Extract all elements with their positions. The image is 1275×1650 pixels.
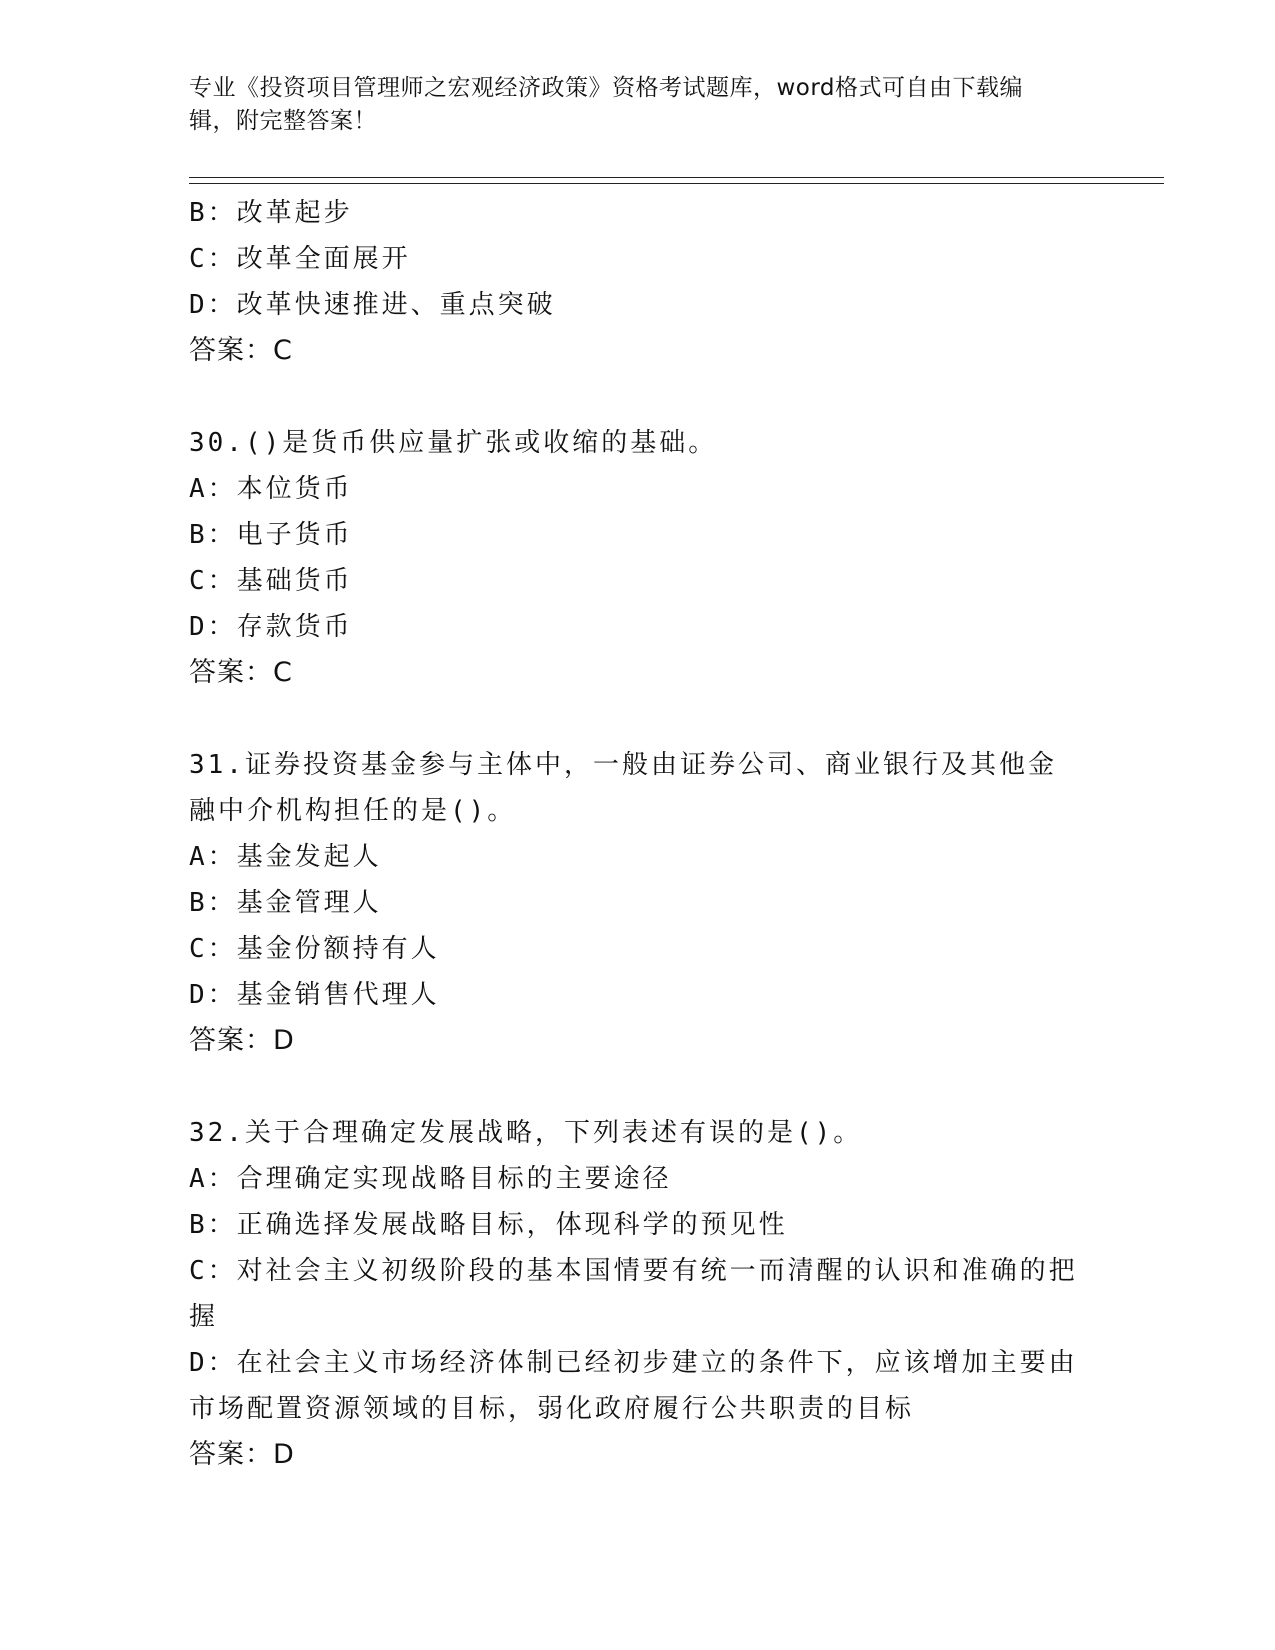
header-rule-bottom	[189, 183, 1164, 184]
question-list	[189, 190, 1089, 1478]
option-a: A：合理确定实现战略目标的主要途径	[189, 1164, 672, 1194]
spacer	[189, 696, 1089, 742]
question-block-31	[189, 742, 1089, 1064]
option-d: D：改革快速推进、重点突破	[189, 290, 556, 320]
spacer	[189, 1064, 1089, 1110]
question-block-32	[189, 1110, 1089, 1478]
option-d: D：基金销售代理人	[189, 980, 440, 1010]
answer-line: 答案：D	[189, 1439, 295, 1470]
option-a: A：本位货币	[189, 474, 353, 504]
question-text: 30.()是货币供应量扩张或收缩的基础。	[189, 428, 718, 458]
option-d: D：在社会主义市场经济体制已经初步建立的条件下，应该增加主要由市场配置资源领域的目标，弱化政府履行公共职责的目标	[189, 1348, 1078, 1424]
answer-line: 答案：D	[189, 1025, 295, 1056]
question-text: 32.关于合理确定发展战略，下列表述有误的是()。	[189, 1118, 863, 1148]
question-block-30	[189, 420, 1089, 696]
question-block-previous	[189, 190, 1089, 374]
option-b: B：正确选择发展战略目标，体现科学的预见性	[189, 1210, 788, 1240]
option-b: B：电子货币	[189, 520, 353, 550]
answer-line: 答案：C	[189, 335, 293, 366]
option-a: A：基金发起人	[189, 842, 382, 872]
option-b: B：基金管理人	[189, 888, 382, 918]
option-c: C：基础货币	[189, 566, 353, 596]
spacer	[189, 374, 1089, 420]
document-header: 专业《投资项目管理师之宏观经济政策》资格考试题库，word格式可自由下载编辑，附完整答案！	[189, 75, 1024, 134]
option-d: D：存款货币	[189, 612, 353, 642]
question-text: 31.证券投资基金参与主体中，一般由证券公司、商业银行及其他金融中介机构担任的是()。	[189, 750, 1057, 826]
option-c: C：改革全面展开	[189, 244, 411, 274]
option-b: B：改革起步	[189, 198, 353, 228]
option-c: C：对社会主义初级阶段的基本国情要有统一而清醒的认识和准确的把握	[189, 1256, 1078, 1332]
header-rule-top	[189, 177, 1164, 178]
answer-line: 答案：C	[189, 657, 293, 688]
option-c: C：基金份额持有人	[189, 934, 440, 964]
